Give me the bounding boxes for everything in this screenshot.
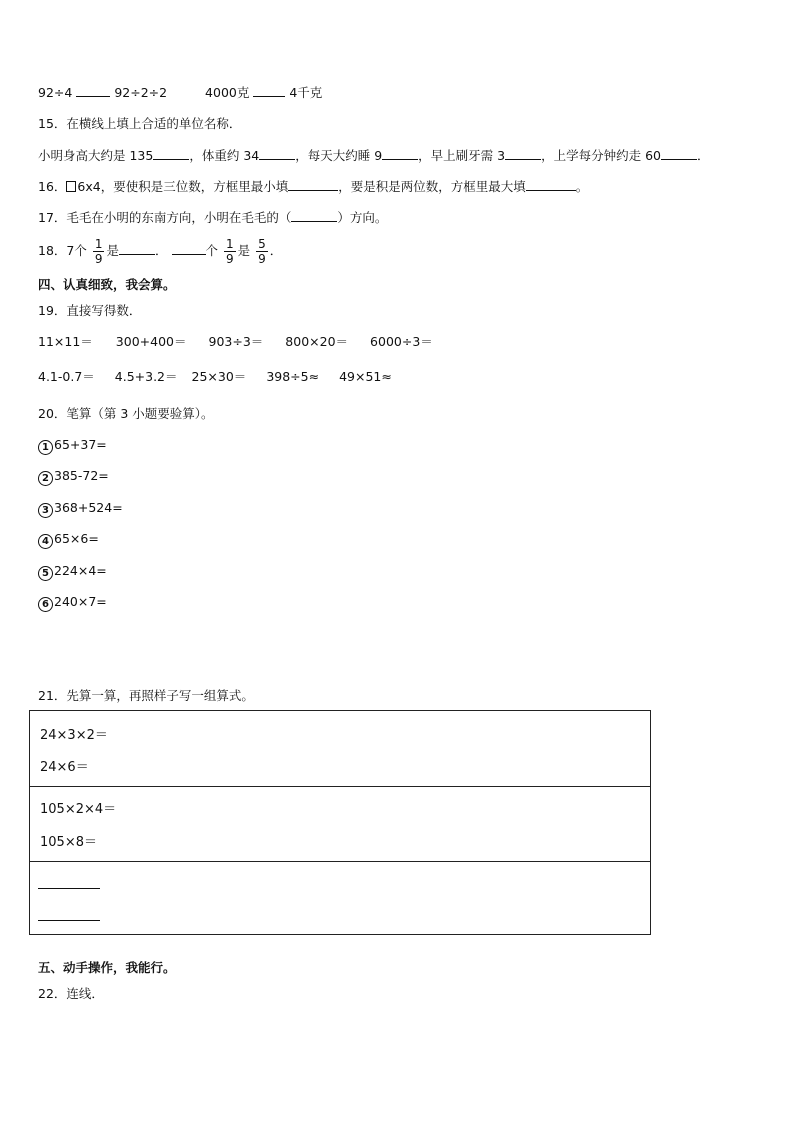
q18-fraction-3: $\frac{5}{9}$ <box>258 237 266 266</box>
q19-item: 903÷3＝ <box>208 334 264 349</box>
q21-title: 21．先算一算，再照样子写一组算式。 <box>38 688 254 703</box>
q18-blank-1[interactable] <box>119 241 155 255</box>
q19-item: 300+400＝ <box>115 334 187 349</box>
q19-item: 4.5+3.2＝ <box>114 369 178 384</box>
q20-expr: 368+524= <box>54 500 123 515</box>
q20-item <box>38 530 99 549</box>
q19-row-2 <box>38 368 392 386</box>
q14-mass-left: 4000克 <box>205 85 250 100</box>
q15-text-5: ，上学每分钟约走 60 <box>541 148 661 163</box>
q21-expr: 24×6＝ <box>40 760 89 775</box>
q20-expr: 224×4= <box>54 563 107 578</box>
q22-title: 22．连线． <box>38 986 104 1001</box>
circled-number: 6 <box>38 597 53 612</box>
q14-mass-right: 4千克 <box>289 85 323 100</box>
q15-blank-3[interactable] <box>382 146 418 160</box>
square-box-icon <box>66 181 76 192</box>
q14-blank-2[interactable] <box>253 83 285 97</box>
q15-text-6: ． <box>697 148 710 163</box>
q16-text-2: ，要是积是两位数，方框里最大填 <box>338 179 526 194</box>
circled-number: 5 <box>38 566 53 581</box>
q16-text-3: 。 <box>575 179 589 194</box>
q15-text-4: ，早上刷牙需 3 <box>418 148 506 163</box>
q20-expr: 65×6= <box>54 531 99 546</box>
q14-blank-1[interactable] <box>76 83 110 97</box>
q16-prefix: 16． <box>38 179 67 194</box>
q16-line <box>38 177 588 196</box>
q20-expr: 240×7= <box>54 594 107 609</box>
q15-blank-1[interactable] <box>153 146 189 160</box>
q18-blank-2[interactable] <box>172 241 206 255</box>
q21-table <box>29 710 651 935</box>
q18-fraction-2: $\frac{1}{9}$ <box>226 237 234 266</box>
q19-item: 49×51≈ <box>339 369 392 384</box>
q20-item <box>38 436 107 455</box>
q17-line <box>38 208 387 227</box>
q15-text-1: 小明身高大约是 135 <box>38 148 154 163</box>
circled-number: 1 <box>38 440 53 455</box>
q21-expr: 105×8＝ <box>40 835 97 850</box>
q19-item: 25×30＝ <box>191 369 247 384</box>
q17-blank[interactable] <box>291 208 337 222</box>
q21-expr: 24×3×2＝ <box>40 728 108 743</box>
q20-item <box>38 562 107 581</box>
q16-blank-1[interactable] <box>288 177 338 191</box>
q17-text-1: 17．毛毛在小明的东南方向，小明在毛毛的（ <box>38 210 292 225</box>
q15-text-2: ，体重约 34 <box>189 148 260 163</box>
q14-right-expr: 92÷2÷2 <box>114 85 168 100</box>
q19-item: 800×20＝ <box>285 334 349 349</box>
q19-title: 19．直接写得数． <box>38 303 142 318</box>
q18-text-4: 是 <box>237 243 251 258</box>
q21-row-3 <box>30 861 650 934</box>
q18-line <box>38 236 282 266</box>
q15-blank-4[interactable] <box>505 146 541 160</box>
q20-expr: 65+37= <box>54 437 107 452</box>
q18-text-1: 是 <box>106 243 119 258</box>
q19-item: 11×11＝ <box>38 334 93 349</box>
q20-item <box>38 499 123 518</box>
q18-text-3: 个 <box>205 243 219 258</box>
section-5-heading: 五、动手操作，我能行。 <box>38 960 176 975</box>
circled-number: 2 <box>38 471 53 486</box>
q15-text-3: ，每天大约睡 9 <box>295 148 383 163</box>
q15-line <box>38 146 710 165</box>
section-4-heading: 四、认真细致，我会算。 <box>38 277 176 292</box>
q20-item <box>38 467 109 486</box>
q21-answer-blank-1[interactable] <box>38 875 100 889</box>
q20-expr: 385-72= <box>54 468 109 483</box>
q21-row-1 <box>30 711 650 787</box>
q18-fraction-1: $\frac{1}{9}$ <box>94 237 103 266</box>
q16-text-1: 6x4，要使积是三位数，方框里最小填 <box>77 179 289 194</box>
q18-text-2: ． <box>155 243 168 258</box>
q15-blank-5[interactable] <box>661 146 697 160</box>
q19-row-1 <box>38 333 433 351</box>
q21-expr: 105×2×4＝ <box>40 802 117 817</box>
q16-blank-2[interactable] <box>526 177 576 191</box>
q17-text-2: ）方向。 <box>337 210 388 225</box>
q18-text-5: ． <box>269 243 283 258</box>
q20-item <box>38 593 107 612</box>
q19-item: 398÷5≈ <box>266 369 320 384</box>
q14-line <box>38 83 322 102</box>
q15-title: 15．在横线上填上合适的单位名称． <box>38 116 242 131</box>
circled-number: 3 <box>38 503 53 518</box>
q19-item: 6000÷3＝ <box>370 334 433 349</box>
q14-left-expr: 92÷4 <box>38 85 73 100</box>
q21-answer-blank-2[interactable] <box>38 907 100 921</box>
q19-item: 4.1-0.7＝ <box>38 369 95 384</box>
q21-row-2 <box>30 786 650 862</box>
q15-blank-2[interactable] <box>259 146 295 160</box>
circled-number: 4 <box>38 534 53 549</box>
q20-title: 20．笔算（第 3 小题要验算）。 <box>38 406 214 421</box>
q18-prefix: 18．7个 <box>38 243 87 258</box>
